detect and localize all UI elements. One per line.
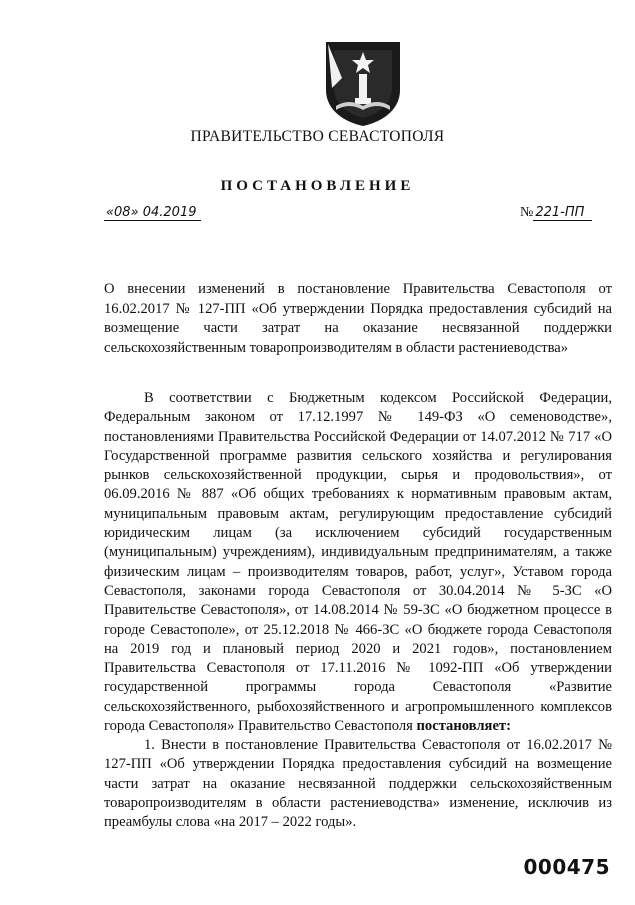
number-prefix: № bbox=[520, 205, 534, 220]
decree-preamble bbox=[104, 389, 612, 736]
coat-of-arms-icon bbox=[322, 38, 404, 128]
government-title: ПРАВИТЕЛЬСТВО СЕВАСТОПОЛЯ bbox=[190, 128, 445, 145]
serial-number: 000475 bbox=[523, 855, 610, 879]
decree-number-value: 221-ПП bbox=[533, 205, 592, 221]
decree-date bbox=[104, 205, 216, 225]
decree-subject: О внесении изменений в постановление Правительства Севастополя от 16.02.2017 № 127-ПП «Об утверждении Порядка предоставления субсидий на возмещение части затрат на оказание несвязанной поддержки сельскохозяйственным товаропроизводителям в области растениеводства» bbox=[104, 281, 612, 356]
decides-word: постановляет: bbox=[416, 718, 511, 735]
preamble-text: В соответствии с Бюджетным кодексом Российской Федерации, Федеральным законом от 17.12.1997 № 149-ФЗ «О семеноводстве», постановлениями Правительства Российской Федерации от 14.07.2012 № 717 «О Государственной программе развития сельского хозяйства и регулирования рынков сельскохозяйственной продукции, сырья и продовольствия», от 06.09.2016 № 887 «Об общих требованиях к нормативным правовым актам, муниципальным правовым актам, регулирующим предоставление субсидий юридическим лицам (за исключением субсидий государственным (муниципальным) учреждениям), индивидуальным предпринимателям, а также физическим лицам – производителям товаров, работ, услуг», Уставом города Севастополя, законами города Севастополя от 30.04.2014 № 5-ЗС «О Правительстве Севастополя», от 14.08.2014 № 59-ЗС «О бюджетном процессе в городе Севастополе», от 25.12.2018 № 466-ЗС «О бюджете города Севастополя на 2019 год и плановый период 2020 и 2021 годов», постановлением Правительства Севастополя от 17.11.2016 № 1092-ПП «Об утверждении государственной программы города Севастополя «Развитие сельскохозяйственного, рыбохозяйственного и агропромышленного комплексов города Севастополя» Правительство Севастополя bbox=[104, 390, 612, 735]
decree-number bbox=[520, 205, 610, 225]
clause-1: 1. Внести в постановление Правительства Севастополя от 16.02.2017 № 127-ПП «Об утверждении Порядка предоставления субсидий на возмещение части затрат на оказание несвязанной поддержки сельскохозяйственным товаропроизводителям в области растениеводства» изменение, исключив из преамбулы слова «на 2017 – 2022 годы». bbox=[104, 737, 612, 831]
document-type-title: ПОСТАНОВЛЕНИЕ bbox=[220, 178, 415, 194]
decree-date-value: «08» 04.2019 bbox=[104, 205, 201, 221]
